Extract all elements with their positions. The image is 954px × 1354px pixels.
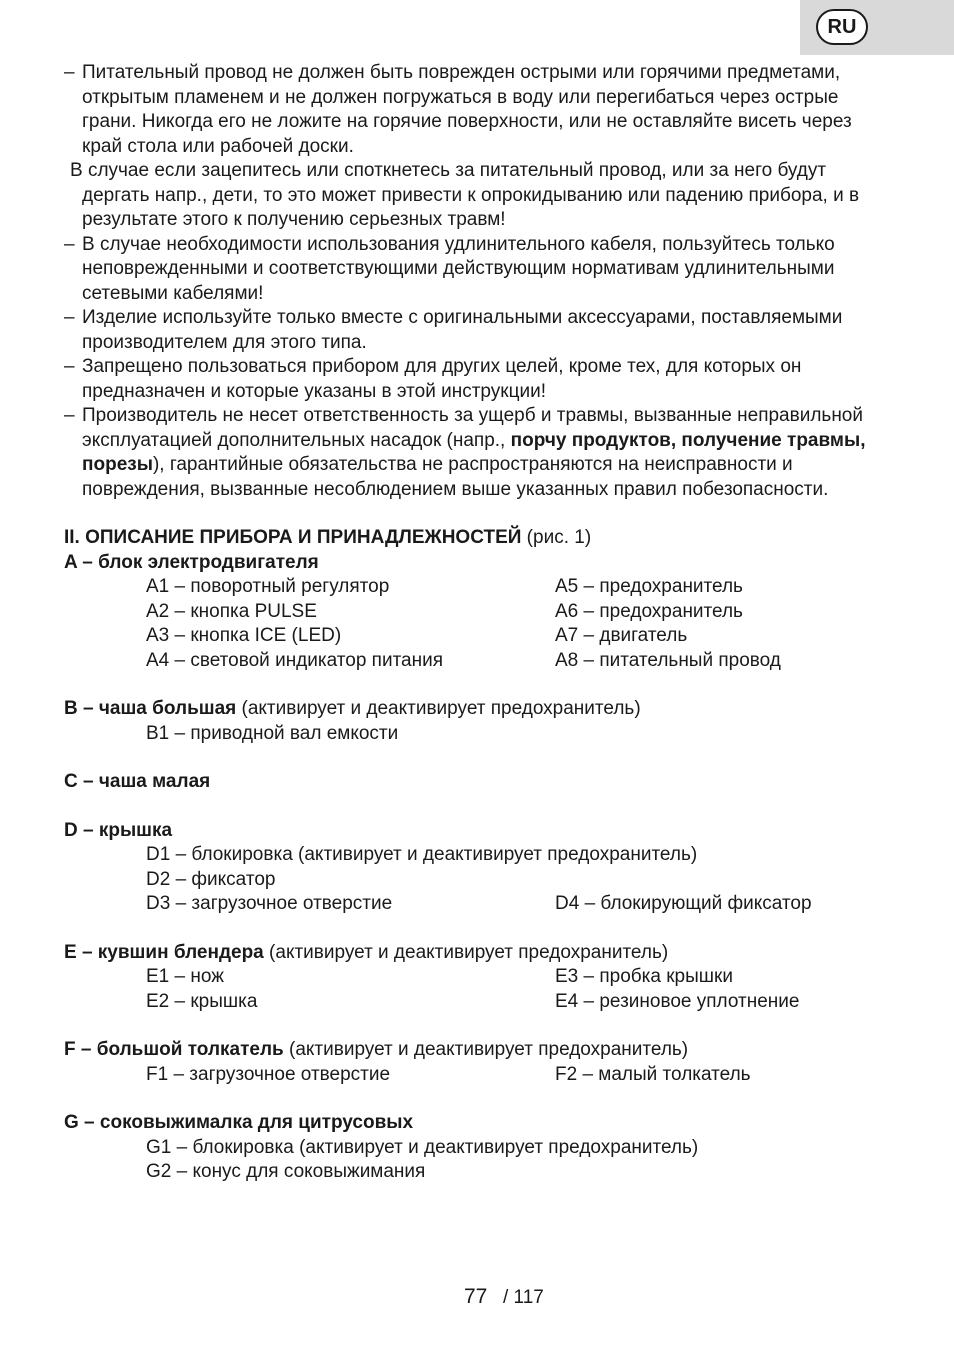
part-item: D4 – блокирующий фиксатор [555, 893, 812, 914]
group-d [64, 819, 884, 917]
bullet-item: – Изделие используйте только вместе с оригинальными аксессуарами, поставляемыми производителем для этого типа. [64, 307, 843, 353]
bullet-text: Производитель не несет ответственность за ущерб и травмы, вызванные неправильной эксплуатацией дополнительных насадок (напр., [82, 405, 863, 451]
bullet-item [64, 159, 884, 233]
part-item: A2 – кнопка PULSE [146, 600, 317, 622]
part-item: D3 – загрузочное отверстие [146, 893, 393, 914]
part-item: E2 – крышка [146, 990, 258, 1012]
part-item: A6 – предохранитель [555, 600, 743, 622]
group-g [64, 1111, 884, 1185]
part-item: D1 – блокировка (активирует и деактивирует предохранитель) [146, 844, 698, 865]
bullet-text: В случае если зацепитесь или споткнетесь за питательный провод, или за него будут дергать напр., дети, то это может привести к опрокидыванию или падению прибора, и в результате этого к получению серьезных травм! [70, 160, 860, 230]
part-item: E1 – нож [146, 966, 224, 987]
part-item: A7 – двигатель [555, 625, 688, 646]
part-item: A4 – световой индикатор питания [146, 649, 444, 671]
part-item: D2 – фиксатор [146, 868, 276, 890]
part-item: A1 – поворотный регулятор [146, 576, 390, 597]
page-total: / 117 [503, 1287, 544, 1308]
part-row [64, 600, 884, 625]
group-a [64, 551, 884, 674]
part-item: A3 – кнопка ICE (LED) [146, 625, 342, 646]
part-row [64, 624, 884, 649]
bullet-item: – Питательный провод не должен быть поврежден острыми или горячими предметами, открытым пламенем и не должен погружаться в воду или перегибаться через острые грани. Никогда его не ложите на горячие поверхности, или не оставляйте висеть через край стола или рабочей доски. [64, 62, 852, 157]
group-title: F – большой толкатель (активирует и деактивирует предохранитель) [64, 1039, 689, 1060]
bullet-item: – Производитель не несет ответственность за ущерб и травмы, вызванные неправильной эксплуатацией дополнительных насадок (напр., порчу продуктов, получение травмы, порезы), гарантийные обязательства не распространяются на неисправности и повреждения, вызванные несоблюдением выше указанных правил побезопасности. [64, 405, 866, 500]
part-item: F2 – малый толкатель [555, 1063, 751, 1085]
bullet-text: Запрещено пользоваться прибором для других целей, кроме тех, для которых он предназначен и которые указаны в этой инструкции! [82, 356, 802, 402]
section-title: II. ОПИСАНИЕ ПРИБОРА И ПРИНАДЛЕЖНОСТЕЙ (рис. 1) [64, 527, 592, 548]
part-item: F1 – загрузочное отверстие [146, 1063, 391, 1085]
group-c [64, 770, 884, 795]
group-b [64, 697, 884, 746]
page-content [64, 61, 884, 1185]
bullet-text: Изделие используйте только вместе с оригинальными аксессуарами, поставляемыми производителем для этого типа. [82, 307, 843, 353]
bullet-item: – Запрещено пользоваться прибором для других целей, кроме тех, для которых он предназначен и которые указаны в этой инструкции! [64, 356, 802, 402]
group-title: B – чаша большая (активирует и деактивирует предохранитель) [64, 698, 641, 719]
bullet-text: В случае необходимости использования удлинительного кабеля, пользуйтесь только неповрежденными и соответствующими действующим нормативам удлинительными сетевыми кабелями! [82, 233, 835, 304]
language-tab [800, 0, 954, 55]
bullet-text-end: ), гарантийные обязательства не распространяются на неисправности и повреждения, вызванные несоблюдением выше указанных правил побезопасности. [82, 454, 829, 500]
bullet-item: – В случае необходимости использования удлинительного кабеля, пользуйтесь только неповрежденными и соответствующими действующим нормативам удлинительными сетевыми кабелями! [64, 233, 835, 304]
part-row [64, 965, 884, 990]
language-badge: RU [816, 9, 868, 45]
part-row [64, 649, 884, 674]
part-row [64, 892, 884, 917]
part-row [64, 990, 884, 1015]
group-title: G – соковыжималка для цитрусовых [64, 1112, 414, 1133]
part-item: G2 – конус для соковыжимания [146, 1161, 426, 1182]
group-title: D – крышка [64, 819, 173, 841]
part-item: B1 – приводной вал емкости [146, 722, 399, 744]
bullet-bold-text: порчу продуктов, получение травмы, порезы [82, 429, 866, 475]
part-item: A8 – питательный провод [555, 649, 781, 671]
bullet-text: Питательный провод не должен быть поврежден острыми или горячими предметами, открытым пламенем и не должен погружаться в воду или перегибаться через острые грани. Никогда его не ложите на горячие поверхности, или не оставляйте висеть через край стола или рабочей доски. [82, 62, 852, 157]
part-row [64, 1063, 884, 1088]
group-f [64, 1038, 884, 1087]
part-item: A5 – предохранитель [555, 576, 743, 597]
part-item: G1 – блокировка (активирует и деактивирует предохранитель) [146, 1136, 699, 1158]
part-row [64, 575, 884, 600]
part-item: E3 – пробка крышки [555, 966, 733, 987]
group-title: E – кувшин блендера (активирует и деактивирует предохранитель) [64, 941, 669, 963]
page-number: 77 [464, 1285, 488, 1308]
group-title: A – блок электродвигателя [64, 551, 319, 573]
group-title: C – чаша малая [64, 771, 211, 792]
group-e [64, 941, 884, 1015]
part-item: E4 – резиновое уплотнение [555, 990, 800, 1012]
